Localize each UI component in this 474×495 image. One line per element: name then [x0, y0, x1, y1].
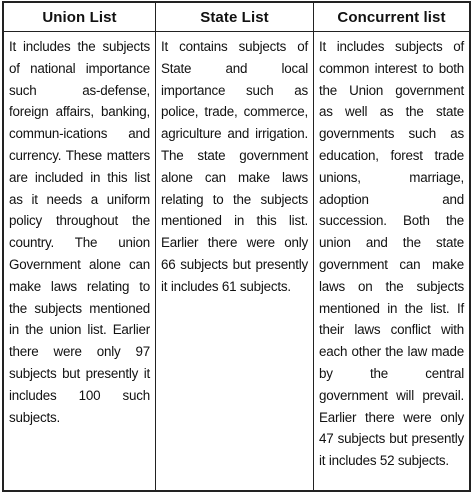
lists-table — [2, 1, 471, 492]
union-list-header: Union List — [4, 3, 156, 32]
union-list-description: It includes the subjects of national importance such as-defense, foreign affairs, banking, commun-ications and currency. These matters are included in this list as it needs a uniform policy throughout the country. The union Government alone can make laws relating to the subjects mentioned in the union list. Earlier there were only 97 subjects but presently it includes 100 such subjects. — [4, 32, 156, 490]
state-list-header: State List — [156, 3, 314, 32]
state-list-description: It contains subjects of State and local importance such as police, trade, commerce, agriculture and irrigation. The state government alone can make laws relating to the subjects mentioned in this list. Earlier there were only 66 subjects but presently it includes 61 subjects. — [156, 32, 314, 490]
concurrent-list-description: It includes subjects of common interest to both the Union government as well as the state governments such as education, forest trade unions, marriage, adoption and succession. Both the union and the state government can make laws on the subjects mentioned in the list. If their laws conflict with each other the law made by the central government will prevail. Earlier there were only 47 subjects but presently it includes 52 subjects. — [319, 39, 464, 469]
concurrent-list-header: Concurrent list — [314, 3, 469, 32]
